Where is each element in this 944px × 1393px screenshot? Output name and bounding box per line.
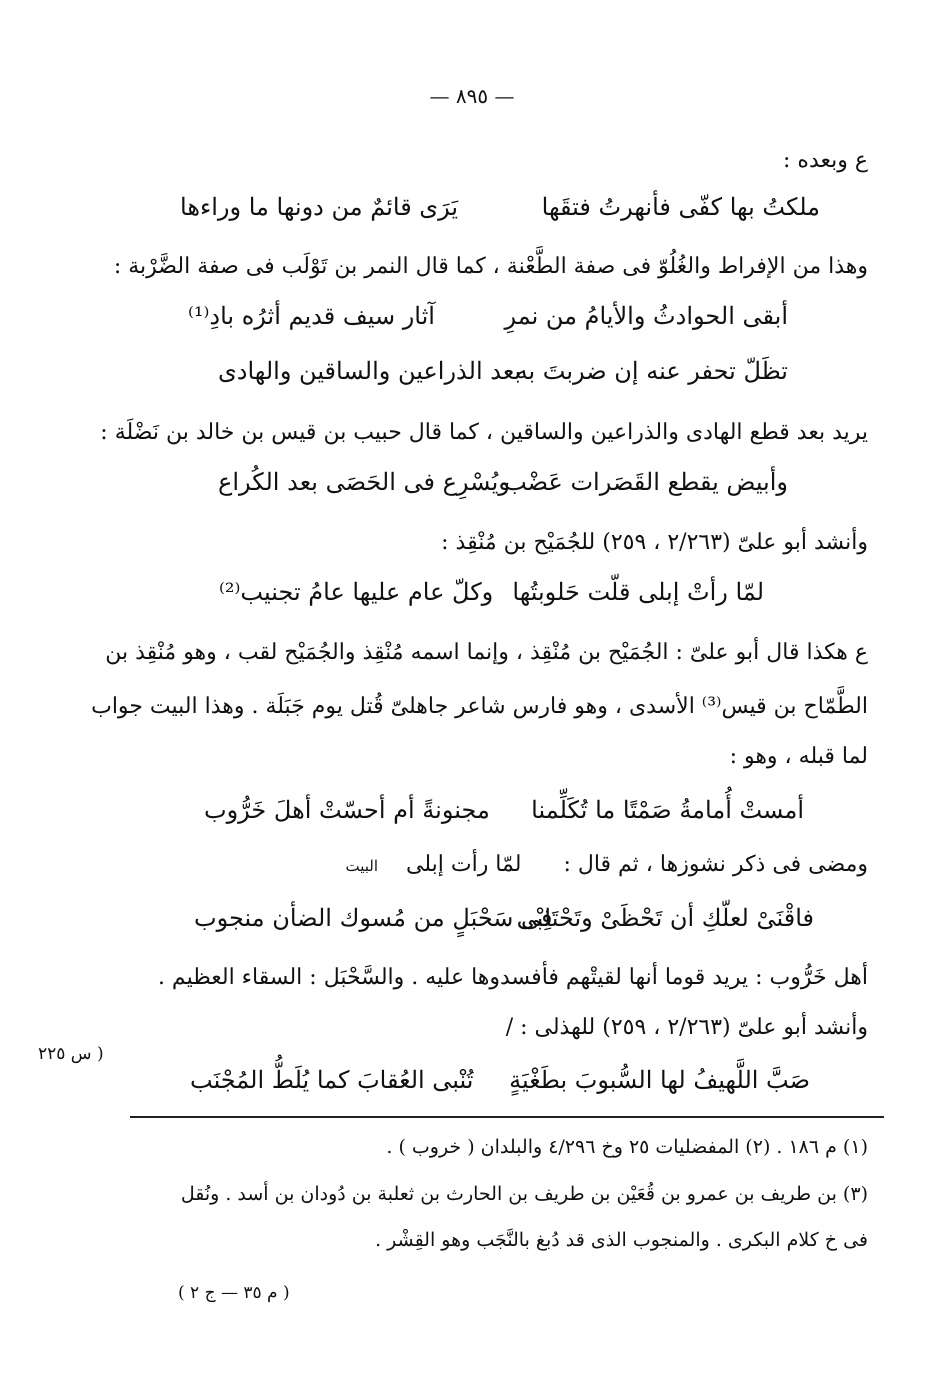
verse-8-first-hemistich: صَبَّ اللَّهيفُ لها السُّبوبَ بطَغْيَةٍ <box>509 1066 810 1094</box>
text-line-3: وأنشد أبو علىّ (٢/٢٦٣ ، ٢٥٩) للجُمَيْح بن مُنْقِذ : <box>441 530 868 555</box>
text-line-4: ع هكذا قال أبو علىّ : الجُمَيْح بن مُنْقِذ ، وإنما اسمه مُنْقِذ والجُمَيْح لقب ، وهو مُنْقِذ بن <box>105 640 868 665</box>
verse-6-second-hemistich: مجنونةً أم أحسّتْ أهلَ خَرُّوب <box>204 796 490 824</box>
printer-signature: ( م ٣٥ — ج ٢ ) <box>178 1283 290 1303</box>
verse-2-second-hemistich: آثار سيف قديم أثرُه بادِ⁽¹⁾ <box>188 302 435 330</box>
verse-3 <box>218 357 788 391</box>
text-line-1: وهذا من الإفراط والغُلُوّ فى صفة الطَّعْنة ، كما قال النمر بن تَوْلَب فى صفة الضَّرْبة : <box>113 254 868 279</box>
verse-1-second-hemistich: يَرَى قائمٌ من دونها ما وراءها <box>180 193 459 221</box>
verse-2 <box>188 302 788 336</box>
text-line-6: لما قبله ، وهو : <box>729 744 868 769</box>
verse-3-first-hemistich: تظَلّ تحفر عنه إن ضربتَ به <box>515 357 788 385</box>
verse-2-first-hemistich: أبقى الحوادثُ والأيامُ من نمرِ <box>504 302 788 330</box>
text-line-2: يريد بعد قطع الهادى والذراعين والساقين ، كما قال حبيب بن قيس بن خالد بن نَضْلَة : <box>100 420 868 445</box>
text-line-9: وأنشد أبو علىّ (٢/٢٦٣ ، ٢٥٩) للهذلى : / <box>505 1015 868 1040</box>
text-line-8: أهل خَرُّوب : يريد قوما أنها لقيتْهم فأفسدوها عليه . والسَّحْبَل : السقاء العظيم . <box>157 965 868 990</box>
verse-1-first-hemistich: ملكتُ بها كفّى فأنهرتُ فتقَها <box>541 193 820 221</box>
text-line-7 <box>76 852 868 877</box>
verse-5-second-hemistich: وكلّ عام عليها عامُ تجنيب⁽²⁾ <box>219 578 494 606</box>
verse-7-second-hemistich: فى سَحْبَلٍ من مُسوك الضأن منجوب <box>194 904 553 932</box>
verse-5-first-hemistich: لمّا رأتْ إبلى قلّت حَلوبتُها <box>512 578 764 606</box>
footnote-2: (٣) بن طريف بن عمرو بن قُعَيْن بن طريف بن الحارث بن ثعلبة بن دُودان بن أسد . ونُقل <box>180 1183 868 1205</box>
text-line-7-suffix: البيت <box>345 857 379 875</box>
footnote-divider <box>130 1116 884 1118</box>
verse-6 <box>204 796 804 830</box>
text-line-5: الطَّمّاح بن قيس⁽³⁾ الأسدى ، وهو فارس شاعر جاهلىّ قُتل يوم جَبَلَة . وهذا البيت جواب <box>91 694 868 719</box>
margin-note: ( س ٢٢٥ <box>38 1044 104 1064</box>
footnote-3: فى خ كلام البكرى . والمنجوب الذى قد دُبغ بالنَّجَب وهو القِشْر . <box>375 1229 868 1251</box>
verse-4-second-hemistich: ويُسْرِع فى الحَصَى بعد الكُراع <box>218 468 510 496</box>
verse-6-first-hemistich: أمستْ أُمامةُ صَمْتًا ما تُكَلِّمنا <box>531 796 804 824</box>
text-line-7-quote: لمّا رأت إبلى <box>406 852 522 877</box>
verse-7-first-hemistich: فاقْنَىْ لعلّكِ أن تَحْظَىْ وتَحْتَلِبْى <box>516 904 814 932</box>
verse-1 <box>180 193 820 227</box>
verse-8 <box>190 1066 810 1100</box>
page-number: — ٨٩٥ — <box>429 84 515 108</box>
verse-4 <box>218 468 788 502</box>
verse-3-second-hemistich: بعد الذراعين والساقين والهادى <box>218 357 522 385</box>
footnote-1: (١) م ١٨٦ . (٢) المفضليات ٢٥ وخ ٤/٢٩٦ والبلدان ( خروب ) . <box>386 1136 868 1158</box>
verse-8-second-hemistich: تُنْبى العُقابَ كما يُلَطُّ المُجْنَب <box>190 1066 474 1094</box>
verse-7 <box>194 904 814 938</box>
text-line-7-body: ومضى فى ذكر نشوزها ، ثم قال : <box>563 852 868 877</box>
heading-line: ع وبعده : <box>783 148 868 173</box>
verse-4-first-hemistich: وأبيض يقطع القَصَرات عَضْب <box>504 468 788 496</box>
verse-5 <box>219 578 764 612</box>
